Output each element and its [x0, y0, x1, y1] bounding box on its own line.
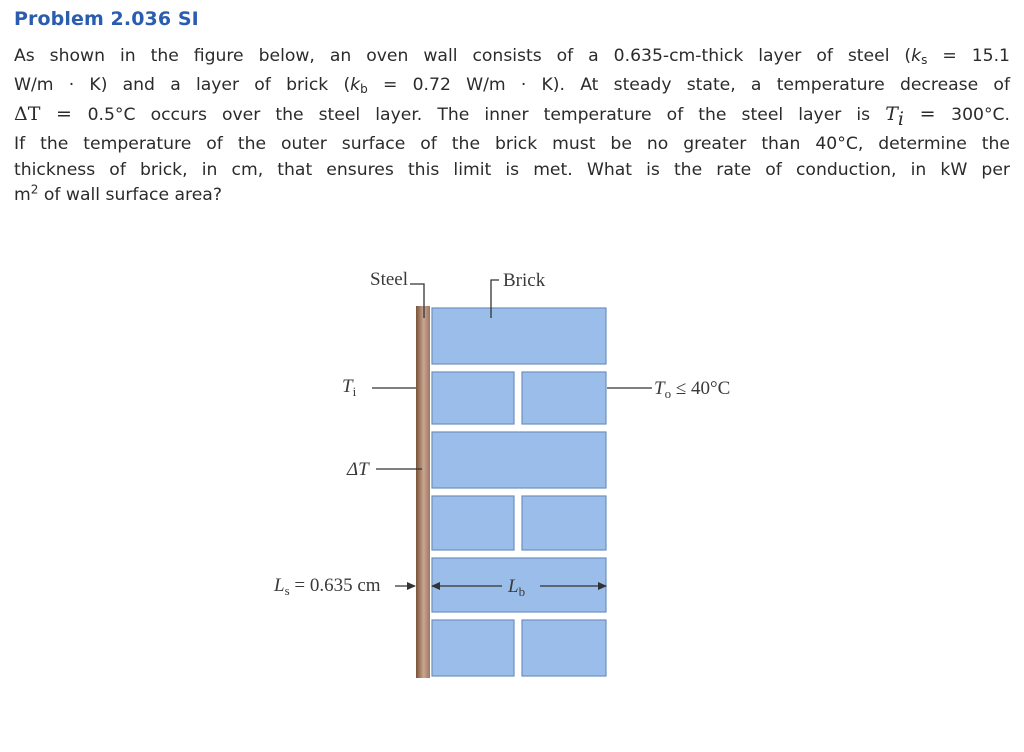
- steel-thickness-label: $L_s = 0.635$ cm: [274, 575, 381, 598]
- brick: [522, 620, 606, 676]
- brick: [432, 308, 606, 364]
- brick: [432, 496, 514, 550]
- brick: [432, 432, 606, 488]
- problem-line-6: $m^2$ of wall surface area?: [14, 182, 222, 205]
- brick: [522, 372, 606, 424]
- brick-thickness-label: $L_b$: [508, 576, 526, 599]
- brick-label: Brick: [503, 270, 546, 291]
- steel-label: Steel: [370, 269, 408, 290]
- delta-t-label: ΔT: [347, 459, 369, 480]
- problem-line-3: ΔT = 0.5°C occurs over the steel layer. The inner temperature of the steel layer is $T_i = 300^\circ C$.: [14, 103, 1011, 131]
- brick: [522, 496, 606, 550]
- problem-line-1: As shown in the figure below, an oven wall consists of a 0.635-cm-thick layer of steel ($k_s = 15.1$: [14, 46, 1010, 67]
- problem-line-4: If the temperature of the outer surface of the brick must be no greater than 40°C, determine the: [14, 134, 1010, 155]
- problem-line-5: thickness of brick, in cm, that ensures this limit is met. What is the rate of conduction, in kW per: [14, 159, 1010, 180]
- brick: [432, 372, 514, 424]
- problem-line-2: W/m · K) and a layer of brick ($k_b = 0.72$ W/m · K). At steady state, a temperature decrease of: [14, 75, 1010, 97]
- outer-temp-label: $T_o \le 40^\circ C$: [654, 378, 731, 401]
- problem-title: Problem 2.036 SI: [14, 8, 199, 30]
- steel-layer: [416, 306, 430, 678]
- brick: [432, 620, 514, 676]
- brick-wall: [432, 308, 606, 676]
- inner-temp-label: $T_i$: [342, 376, 357, 399]
